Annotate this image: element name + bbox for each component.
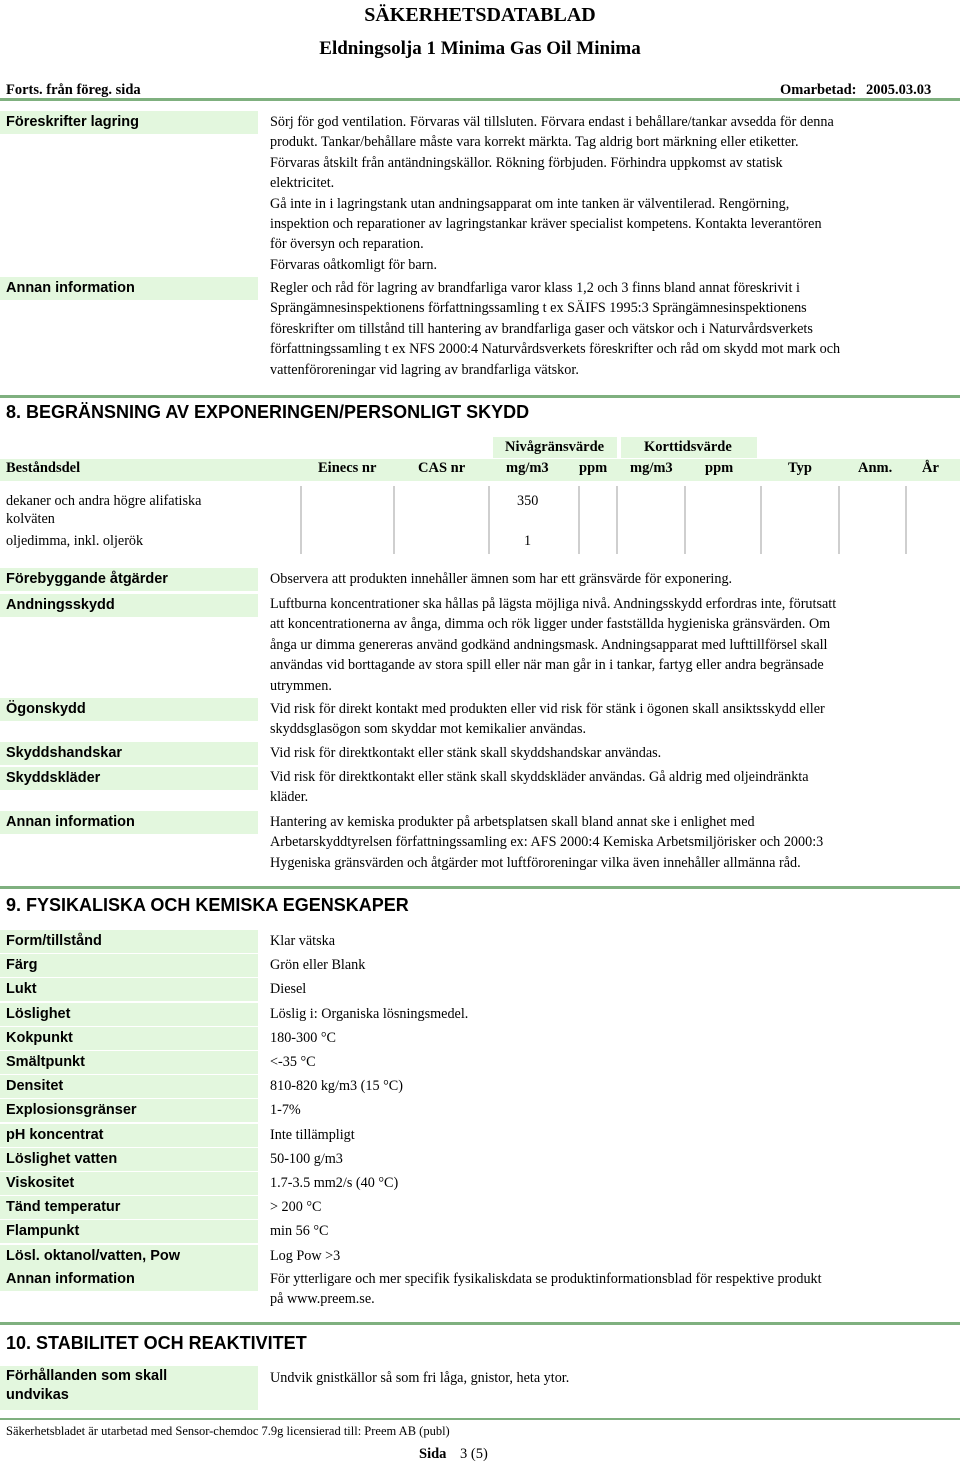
property-value: <-35 °C xyxy=(270,1054,316,1070)
property-label: Tänd temperatur xyxy=(0,1196,258,1219)
section8-rule xyxy=(0,395,960,398)
table-divider xyxy=(760,486,762,554)
table-divider xyxy=(616,486,618,554)
text-line: Sprängämnesinspektionens författningssamling t ex SÄIFS 1995:3 Sprängämnesinspektionens xyxy=(270,300,807,317)
section9-title: 9. FYSIKALISKA OCH KEMISKA EGENSKAPER xyxy=(6,895,409,915)
col-level-mg: mg/m3 xyxy=(506,460,549,476)
property-value: Löslig i: Organiska lösningsmedel. xyxy=(270,1006,469,1022)
property-value: min 56 °C xyxy=(270,1223,329,1239)
section8-other-label: Annan information xyxy=(0,811,258,834)
text-line: kläder. xyxy=(270,789,309,806)
property-label: Flampunkt xyxy=(0,1220,258,1243)
group-short-header: Korttidsvärde xyxy=(644,439,732,455)
table-row-name: oljedimma, inkl. oljerök xyxy=(6,533,144,549)
product-name: Eldningsolja 1 Minima Gas Oil Minima xyxy=(319,38,641,59)
text-line: För ytterligare och mer specifik fysikaliskdata se produktinformationsblad för respektive produkt xyxy=(270,1271,822,1287)
table-row-value: 1 xyxy=(524,533,532,549)
property-label: Densitet xyxy=(0,1075,258,1098)
col-type: Typ xyxy=(788,460,812,476)
table-divider xyxy=(684,486,686,554)
text-line: Observera att produkten innehåller ämnen som har ett gränsvärde för exponering. xyxy=(270,571,733,587)
text-line: Regler och råd för lagring av brandfarliga varor klass 1,2 och 3 finns bland annat föreskrivit i xyxy=(270,280,800,296)
property-label: Lukt xyxy=(0,978,258,1001)
text-line: användas vid borttagande av stora spill eller när man går in i tankar, fartyg eller andra begränsade xyxy=(270,657,824,674)
property-value: Diesel xyxy=(270,981,307,997)
section10-rule xyxy=(0,1322,960,1325)
prevention-label: Förebyggande åtgärder xyxy=(0,568,258,591)
text-line: att koncentrationerna av ånga, dimma och rök ligger under fastställda hygieniska gränsvärden. Om xyxy=(270,616,831,633)
text-line: Förvaras åtskilt från antändningskällor. Rökning förbjuden. Förhindra uppkomst av statisk xyxy=(270,154,783,171)
section10-title: 10. STABILITET OCH REAKTIVITET xyxy=(6,1333,307,1353)
text-line: Arbetarskyddtyrelsen författningssamling ex: AFS 2000:4 Kemiska Arbetsmiljörisker och 2000:3 xyxy=(270,834,824,851)
text-line: Hantering av kemiska produkter på arbetsplatsen skall bland annat ske i enlighet med xyxy=(270,814,755,830)
header-rule xyxy=(0,98,960,101)
prevention-text xyxy=(270,569,890,589)
property-value: 50-100 g/m3 xyxy=(270,1151,343,1167)
section9-other-label: Annan information xyxy=(0,1268,258,1291)
page-number: 3 (5) xyxy=(460,1446,488,1462)
conditions-avoid-label xyxy=(0,1366,258,1410)
text-line: föreskrifter om tillstånd till hantering av brandfarliga gaser och vätskor och i Naturvårdsverkets xyxy=(270,320,813,337)
property-value: Log Pow >3 xyxy=(270,1248,341,1264)
property-label: Explosionsgränser xyxy=(0,1099,258,1122)
text-line: elektricitet. xyxy=(270,175,335,192)
property-value: 180-300 °C xyxy=(270,1030,336,1046)
section9-other-text xyxy=(270,1269,890,1310)
group-level-header: Nivågränsvärde xyxy=(505,439,605,455)
col-short-ppm: ppm xyxy=(705,460,734,476)
text-line: Vid risk för direktkontakt eller stänk skall skyddshandskar användas. xyxy=(270,745,662,761)
table-row-value: 350 xyxy=(517,493,539,509)
text-line: på www.preem.se. xyxy=(270,1291,375,1308)
storage-other-text xyxy=(270,278,890,380)
property-label: Löslighet vatten xyxy=(0,1148,258,1171)
conditions-avoid-label-line: undvikas xyxy=(6,1387,69,1403)
continued-text: Forts. från föreg. sida xyxy=(6,82,141,98)
col-note: Anm. xyxy=(858,460,893,476)
table-divider xyxy=(838,486,840,554)
property-value: Inte tillämpligt xyxy=(270,1127,355,1143)
table-divider xyxy=(488,486,490,554)
text-line: för översyn och reparation. xyxy=(270,236,424,253)
table-row-name: kolväten xyxy=(6,511,55,527)
property-label: Lösl. oktanol/vatten, Pow xyxy=(0,1245,258,1268)
property-label: Löslighet xyxy=(0,1003,258,1026)
property-label: Form/tillstånd xyxy=(0,930,258,953)
text-line: Sörj för god ventilation. Förvaras väl tillsluten. Förvara endast i behållare/tankar avsedda för denna xyxy=(270,114,834,130)
text-line: Vid risk för direkt kontakt med produkten eller vid risk för stänk i ögonen skall ansiktsskydd eller xyxy=(270,701,825,717)
table-divider xyxy=(393,486,395,554)
clothing-label: Skyddskläder xyxy=(0,767,258,790)
revised-label: Omarbetad: xyxy=(780,82,857,98)
property-value: > 200 °C xyxy=(270,1199,322,1215)
property-label: Viskositet xyxy=(0,1172,258,1195)
table-divider xyxy=(300,486,302,554)
gloves-label: Skyddshandskar xyxy=(0,742,258,765)
col-short-mg: mg/m3 xyxy=(630,460,673,476)
text-line: Förvaras oåtkomligt för barn. xyxy=(270,256,438,273)
footer-note: Säkerhetsbladet är utarbetad med Sensor-chemdoc 7.9g licensierad till: Preem AB (publ) xyxy=(6,1424,450,1438)
text-line: produkt. Tankar/behållare måste vara korrekt märkta. Tag aldrig bort märkning eller etiketter. xyxy=(270,134,799,151)
revised-date: 2005.03.03 xyxy=(866,82,932,98)
property-value: Klar vätska xyxy=(270,933,336,949)
page-label: Sida xyxy=(419,1446,447,1462)
text-line: ånga ur dimma genereras använd godkänd andningsmask. Andningsapparat med lufttillförsel skall xyxy=(270,636,828,653)
col-level-ppm: ppm xyxy=(579,460,608,476)
clothing-text xyxy=(270,767,890,808)
conditions-avoid-text: Undvik gnistkällor så som fri låga, gnistor, heta ytor. xyxy=(270,1370,570,1386)
eye-protection-label: Ögonskydd xyxy=(0,698,258,721)
property-label: Kokpunkt xyxy=(0,1027,258,1050)
col-component: Beståndsdel xyxy=(6,460,81,476)
property-value: 810-820 kg/m3 (15 °C) xyxy=(270,1078,403,1094)
property-value: 1.7-3.5 mm2/s (40 °C) xyxy=(270,1175,399,1191)
respiratory-label: Andningsskydd xyxy=(0,594,258,617)
text-line: inspektion och reparationer av lagringstankar kräver specialist kompetens. Kontakta leverantören xyxy=(270,216,822,233)
property-label: pH koncentrat xyxy=(0,1124,258,1147)
property-value: 1-7% xyxy=(270,1102,301,1118)
col-einecs: Einecs nr xyxy=(318,460,377,476)
text-line: Hygeniska gränsvärden och åtgärder mot luftföroreningar vilka även innehåller allmänna råd. xyxy=(270,854,801,871)
section8-other-text xyxy=(270,812,890,873)
table-divider xyxy=(905,486,907,554)
storage-regulations-text xyxy=(270,112,890,275)
text-line: skyddsglasögon som skyddar mot kemikalier användas. xyxy=(270,721,587,738)
property-value: Grön eller Blank xyxy=(270,957,366,973)
table-row-name: dekaner och andra högre alifatiska xyxy=(6,493,202,509)
storage-other-label: Annan information xyxy=(0,277,258,300)
property-label: Färg xyxy=(0,954,258,977)
text-line: författningssamling t ex NFS 2000:4 Naturvårdsverkets föreskrifter och råd om skydd mot mark och xyxy=(270,341,841,358)
property-label: Smältpunkt xyxy=(0,1051,258,1074)
document-title: SÄKERHETSDATABLAD xyxy=(364,4,596,26)
table-header-bg xyxy=(0,459,960,481)
section8-title: 8. BEGRÄNSNING AV EXPONERINGEN/PERSONLIGT SKYDD xyxy=(6,402,530,422)
table-divider xyxy=(578,486,580,554)
col-year: År xyxy=(922,460,939,476)
eye-protection-text xyxy=(270,699,890,740)
col-cas: CAS nr xyxy=(418,460,466,476)
section9-rule xyxy=(0,886,960,889)
conditions-avoid-label-line: Förhållanden som skall xyxy=(6,1368,168,1384)
text-line: Luftburna koncentrationer ska hållas på lägsta möjliga nivå. Andningsskydd erfordras inte, förutsatt xyxy=(270,596,837,612)
gloves-text xyxy=(270,743,890,763)
respiratory-text xyxy=(270,594,890,696)
text-line: Gå inte in i lagringstank utan andningsapparat om inte tanken är välventilerad. Rengörning, xyxy=(270,195,790,212)
text-line: Vid risk för direktkontakt eller stänk skall skyddskläder användas. Gå aldrig med oljeindränkta xyxy=(270,769,809,785)
text-line: vattenföroreningar vid lagring av brandfarliga vätskor. xyxy=(270,361,579,378)
footer-rule xyxy=(0,1418,960,1420)
text-line: utrymmen. xyxy=(270,677,332,694)
storage-regulations-label: Föreskrifter lagring xyxy=(0,111,258,134)
